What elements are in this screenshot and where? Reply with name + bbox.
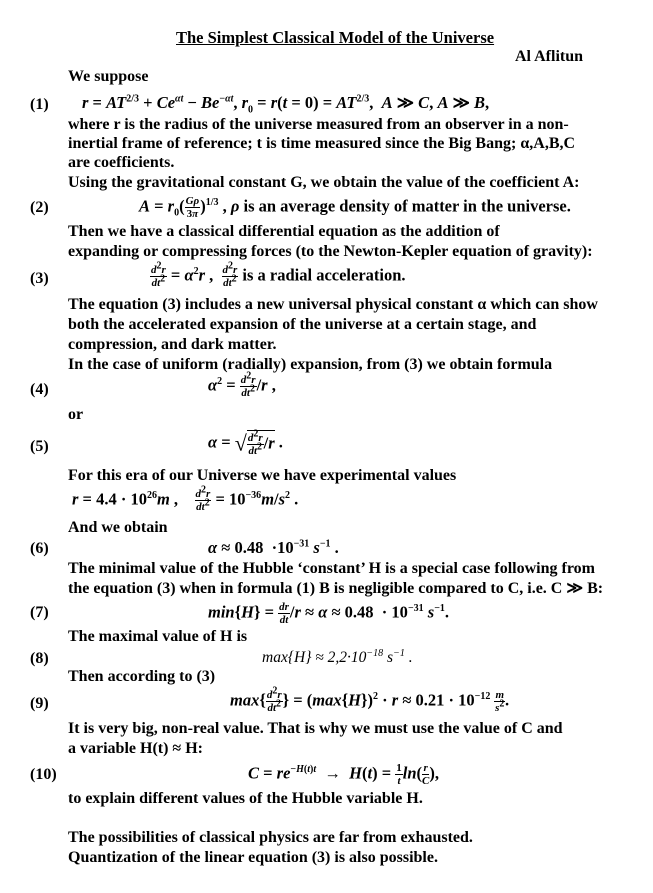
- text-p3-line1: Then we have a classical differential equation as the addition of: [68, 223, 500, 240]
- page-title: The Simplest Classical Model of the Universe: [176, 28, 495, 47]
- equation-7: min{H} = $\frac{dr}{dt}$ $/r \approx \alpha \approx 0.48 \cdot 10^{-31}$ $s^{-1}$.: [208, 601, 450, 626]
- eq-number-10: (10): [30, 766, 57, 783]
- text-p8-line1: It is very big, non-real value. That is why we must use the value of C and: [68, 720, 563, 737]
- text-p5: In the case of uniform (radially) expansion, from (3) we obtain formula: [68, 356, 553, 373]
- eq-number-6: (6): [30, 540, 49, 557]
- eq-number-4: (4): [30, 381, 49, 398]
- equation-2: $A = r_0$( $\frac{G\rho}{3\pi}$ )$^{1/3}$ , ρ is an average density of matter in the universe.: [139, 195, 571, 220]
- text-p4-line1: The equation (3) includes a new universal physical constant α which can show: [68, 296, 598, 313]
- text-p7-line2: the equation (3) when in formula (1) B is negligible compared to C, i.e. C ≫ B:: [68, 580, 604, 597]
- text-we-suppose: We suppose: [68, 68, 149, 85]
- text-p1-line3: are coefficients.: [68, 154, 175, 171]
- eq-number-7: (7): [30, 604, 49, 621]
- text-p3-line2: expanding or compressing forces (to the Newton-Kepler equation of gravity):: [68, 243, 593, 260]
- text-p1-line1: where r is the radius of the universe measured from an observer in a non-: [68, 116, 569, 133]
- eq-number-8: (8): [30, 650, 49, 667]
- equation-3: $\frac{d^2r}{dt^2}$ = $\alpha^2r$ , $\frac{d^2r}{dt^2}$ is a radial acceleration.: [151, 260, 406, 289]
- text-p6: For this era of our Universe we have experimental values: [68, 467, 457, 484]
- text-and-we-obtain: And we obtain: [68, 519, 168, 536]
- equation-4: $\alpha^2$ = $\frac{d^2r}{dt^2}$ /r ,: [208, 370, 276, 399]
- equation-9: max{ $\frac{d^2r}{dt^2}$ } = $(\max\{H\})^2 \cdot r \approx 0.21 \cdot 10^{-12}$ $\frac{m}{s^2}$ .: [230, 685, 510, 714]
- eq-number-2: (2): [30, 199, 49, 216]
- eq-number-3: (3): [30, 270, 49, 287]
- equation-8: $\max\{H\} \approx 2,2\cdot 10^{-18}$ $s^{-1}$ .: [262, 647, 413, 666]
- author: Al Aflitun: [515, 48, 584, 65]
- text-p1-line2: inertial frame of reference; t is time measured since the Big Bang; α,A,B,C: [68, 135, 576, 152]
- text-conclusion-line2: Quantization of the linear equation (3) is also possible.: [68, 849, 438, 866]
- eq-number-9: (9): [30, 695, 49, 712]
- text-max-h: The maximal value of H is: [68, 628, 248, 645]
- text-or: or: [68, 406, 84, 423]
- text-according: Then according to (3): [68, 668, 216, 685]
- text-p4-line2: both the accelerated expansion of the universe at a certain stage, and: [68, 316, 537, 333]
- equation-1: $r = AT^{2/3} + Ce^{\alpha t} - Be^{-\alpha t}$, $r_0 = r(t = 0) = AT^{2/3}$, A ≫ C, A ≫ B,: [82, 93, 490, 116]
- equation-10: $C = re^{-H(t)t} \to H(t)$ = $\frac{1}{t}$ ln( $\frac{r}{C}$ ),: [248, 762, 439, 787]
- equation-6: $\alpha \approx 0.48 \cdot 10^{-31}$ $s^{-1}$ .: [208, 538, 339, 557]
- eq-number-5: (5): [30, 438, 49, 455]
- text-p4-line3: compression, and dark matter.: [68, 336, 277, 353]
- text-conclusion-line1: The possibilities of classical physics are far from exhausted.: [68, 829, 473, 846]
- equation-5: α = √ $\frac{d^2r}{dt^2}$ /r .: [208, 428, 283, 457]
- text-p7-line1: The minimal value of the Hubble ‘constant’ H is a special case following from: [68, 560, 595, 577]
- text-p2: Using the gravitational constant G, we obtain the value of the coefficient A:: [68, 174, 580, 191]
- text-p8-line2: a variable H(t) ≈ H:: [68, 740, 203, 757]
- eq-number-1: (1): [30, 96, 49, 113]
- text-p9: to explain different values of the Hubble variable H.: [68, 790, 423, 807]
- experimental-values: $r = 4.4 \cdot 10^{26}m$ , $\frac{d^2r}{dt^2}$ = $10^{-36}m/s^2$ .: [72, 484, 299, 513]
